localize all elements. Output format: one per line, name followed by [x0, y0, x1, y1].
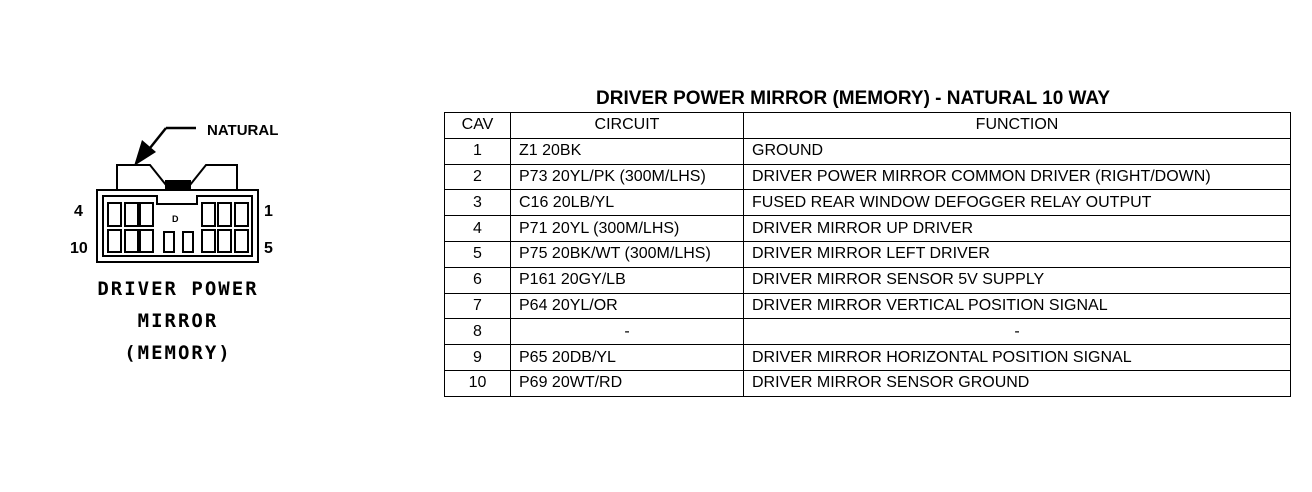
natural-label: NATURAL — [207, 122, 279, 139]
connector-name-line-1: DRIVER POWER — [97, 278, 259, 300]
table-header-row — [445, 113, 1291, 139]
function-cell: DRIVER MIRROR VERTICAL POSITION SIGNAL — [744, 293, 1291, 319]
function-cell: DRIVER MIRROR SENSOR GROUND — [744, 370, 1291, 396]
pinout-table-body — [445, 138, 1291, 396]
pin-label-1: 1 — [264, 203, 273, 220]
cav-cell: 3 — [445, 190, 511, 216]
function-cell: - — [744, 319, 1291, 345]
circuit-cell: P161 20GY/LB — [511, 267, 744, 293]
header-circuit: CIRCUIT — [511, 113, 744, 139]
cav-cell: 2 — [445, 164, 511, 190]
circuit-cell: P71 20YL (300M/LHS) — [511, 216, 744, 242]
table-row — [445, 293, 1291, 319]
cav-cell: 9 — [445, 345, 511, 371]
cav-cell: 5 — [445, 241, 511, 267]
cav-cell: 7 — [445, 293, 511, 319]
circuit-cell: P65 20DB/YL — [511, 345, 744, 371]
cav-cell: 6 — [445, 267, 511, 293]
pin-label-10: 10 — [70, 240, 88, 257]
cav-cell: 10 — [445, 370, 511, 396]
table-row — [445, 241, 1291, 267]
function-cell: DRIVER MIRROR SENSOR 5V SUPPLY — [744, 267, 1291, 293]
pinout-table — [444, 112, 1291, 397]
header-function: FUNCTION — [744, 113, 1291, 139]
connector-cavities — [108, 203, 248, 252]
function-cell: DRIVER POWER MIRROR COMMON DRIVER (RIGHT/DOWN) — [744, 164, 1291, 190]
connector-diagram — [0, 0, 440, 492]
table-title: DRIVER POWER MIRROR (MEMORY) - NATURAL 10 WAY — [596, 88, 1111, 109]
circuit-cell: C16 20LB/YL — [511, 190, 744, 216]
cav-cell: 1 — [445, 138, 511, 164]
table-row — [445, 267, 1291, 293]
table-row — [445, 164, 1291, 190]
table-row — [445, 190, 1291, 216]
header-cav: CAV — [445, 113, 511, 139]
circuit-cell: - — [511, 319, 744, 345]
function-cell: DRIVER MIRROR LEFT DRIVER — [744, 241, 1291, 267]
table-row — [445, 216, 1291, 242]
cav-cell: 4 — [445, 216, 511, 242]
table-row — [445, 319, 1291, 345]
pin-label-5: 5 — [264, 240, 273, 257]
key-letter: D — [172, 214, 179, 224]
cav-cell: 8 — [445, 319, 511, 345]
circuit-cell: P75 20BK/WT (300M/LHS) — [511, 241, 744, 267]
natural-pointer-arrow — [134, 128, 196, 166]
circuit-cell: P73 20YL/PK (300M/LHS) — [511, 164, 744, 190]
connector-name-line-2: MIRROR — [137, 310, 219, 332]
table-row — [445, 138, 1291, 164]
function-cell: FUSED REAR WINDOW DEFOGGER RELAY OUTPUT — [744, 190, 1291, 216]
function-cell: DRIVER MIRROR UP DRIVER — [744, 216, 1291, 242]
circuit-cell: P69 20WT/RD — [511, 370, 744, 396]
function-cell: GROUND — [744, 138, 1291, 164]
circuit-cell: Z1 20BK — [511, 138, 744, 164]
table-row — [445, 370, 1291, 396]
connector-name-line-3: (MEMORY) — [124, 342, 232, 364]
pin-label-4: 4 — [74, 203, 83, 220]
function-cell: DRIVER MIRROR HORIZONTAL POSITION SIGNAL — [744, 345, 1291, 371]
table-row — [445, 345, 1291, 371]
circuit-cell: P64 20YL/OR — [511, 293, 744, 319]
